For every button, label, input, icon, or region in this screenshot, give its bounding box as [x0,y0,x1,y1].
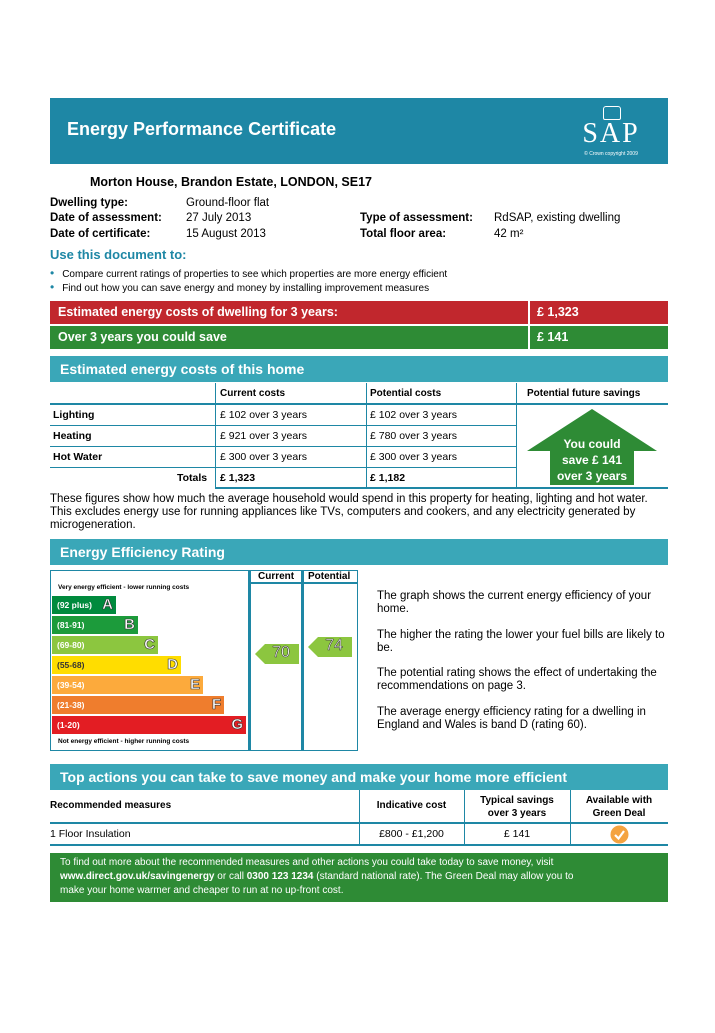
actions-section-heading: Top actions you can take to save money and make your home more efficient [50,764,668,790]
rating-band-d [52,656,181,674]
totals-label: Totals [177,472,208,484]
crown-icon [603,106,621,120]
col-indicative-cost: Indicative cost [376,800,447,811]
measure-cell: 1 Floor Insulation [50,828,131,840]
band-letter: B [124,616,135,633]
savings-cell: £ 141 [503,828,531,840]
list-item: • Compare current ratings of properties to see which properties are more energy efficient [50,266,448,280]
certificate-header [50,98,668,164]
checkmark-icon [610,825,629,844]
floor-area-label: Total floor area: [360,228,447,240]
band-letter: A [102,596,113,613]
col-recommended-measures: Recommended measures [50,800,172,811]
list-item: • Find out how you can save energy and money by installing improvement measures [50,280,430,294]
band-range: (69-80) [57,640,85,650]
actions-table [50,790,668,846]
sap-logo [570,104,652,160]
rating-band-a [52,596,116,614]
use-document-heading: Use this document to: [50,247,187,262]
divider [50,467,516,468]
band-range: (92 plus) [57,600,92,610]
table-cell: £ 102 over 3 years [220,409,307,421]
row-label: Heating [53,430,92,442]
costs-description: These figures show how much the average household would spend in this property for heating, lighting and hot water. This excludes energy use for running appliances like TVs, computers and cookers, and any electricity generated by microgeneration. [50,493,648,531]
efficiency-paragraph: The potential rating shows the effect of undertaking the recommendations on page 3. [377,667,657,692]
divider [50,403,668,405]
type-assessment-label: Type of assessment: [360,212,473,224]
rating-band-b [52,616,138,634]
bullet-icon: • [50,266,55,280]
sap-logo-text: SAP [582,118,640,149]
floor-area-value: 42 m² [494,228,524,240]
date-assessment-label: Date of assessment: [50,212,162,224]
efficiency-paragraph: The higher the rating the lower your fuel bills are likely to be. [377,629,665,654]
band-letter: C [144,636,155,653]
table-cell: £ 300 over 3 years [220,451,307,463]
date-certificate-value: 15 August 2013 [186,228,266,240]
dwelling-type-value: Ground-floor flat [186,197,270,209]
band-range: (21-38) [57,700,85,710]
property-address: Morton House, Brandon Estate, LONDON, SE17 [90,175,372,189]
bottom-note: Not energy efficient - higher running costs [58,738,190,745]
row-label: Lighting [53,409,95,421]
savings-value: £ 141 [537,330,569,344]
divider [301,570,304,751]
page-title: Energy Performance Certificate [67,119,337,139]
band-range: (1-20) [57,720,80,730]
rating-band-c [52,636,158,654]
row-label: Hot Water [53,451,103,463]
bar-divider [528,301,530,324]
savings-arrow-text: You could save £ 141 over 3 years [556,437,628,483]
table-cell: £ 921 over 3 years [220,430,307,442]
potential-rating-value: 74 [325,637,343,654]
total-current: £ 1,323 [220,472,256,484]
rating-band-f [52,696,224,714]
band-letter: D [167,656,178,673]
savings-bar [50,326,668,349]
costs-section-heading: Estimated energy costs of this home [50,356,668,382]
col-potential-costs: Potential costs [370,388,442,399]
rating-band-e [52,676,203,694]
footer-info: To find out more about the recommended measures and other actions you could take today to save money, visit www.direct.gov.uk/savingenergy or call 0300 123 1234 (standard national rate). The Green Deal may allow you to make your home warmer and cheaper to run at no up-front cost. [50,853,668,902]
col-potential-rating: Potential [308,571,351,582]
date-certificate-label: Date of certificate: [50,228,151,240]
divider [251,582,358,584]
divider [216,487,668,489]
table-cell: £ 780 over 3 years [370,430,457,442]
efficiency-section-heading: Energy Efficiency Rating [50,539,668,565]
col-current-rating: Current [258,571,295,582]
col-green-deal: Available with Green Deal [585,795,653,819]
date-assessment-value: 27 July 2013 [186,212,252,224]
total-potential: £ 1,182 [370,472,406,484]
band-range: (81-91) [57,620,85,630]
band-letter: G [231,716,243,733]
band-range: (39-54) [57,680,85,690]
bullet-icon: • [50,280,55,294]
costs-table [50,383,668,489]
cost-cell: £800 - £1,200 [379,828,444,840]
type-assessment-value: RdSAP, existing dwelling [494,212,621,224]
divider [50,446,516,447]
estimated-costs-bar [50,301,668,324]
col-typical-savings: Typical savings over 3 years [480,795,554,819]
savings-label: Over 3 years you could save [58,330,227,344]
col-potential-savings: Potential future savings [527,388,641,399]
rating-band-g [52,716,246,734]
phone-number: 0300 123 1234 [246,871,314,882]
savings-link[interactable]: www.direct.gov.uk/savingenergy [60,871,215,882]
efficiency-paragraph: The average energy efficiency rating for a dwelling in England and Wales is band D (rating 60). [377,706,646,731]
band-letter: F [211,696,221,713]
estimated-costs-value: £ 1,323 [537,305,579,319]
top-note: Very energy efficient - lower running costs [58,584,190,591]
estimated-costs-label: Estimated energy costs of dwelling for 3 years: [58,305,338,319]
bar-divider [528,326,530,349]
divider [516,383,517,489]
table-cell: £ 102 over 3 years [370,409,457,421]
divider [248,570,251,751]
logo-copyright: © Crown copyright 2009 [584,151,638,157]
band-range: (55-68) [57,660,85,670]
col-current-costs: Current costs [220,388,286,399]
table-cell: £ 300 over 3 years [370,451,457,463]
divider [366,383,367,489]
band-letter: E [189,676,200,693]
dwelling-type-label: Dwelling type: [50,197,128,209]
rating-chart [50,570,358,751]
divider [215,383,216,489]
current-rating-value: 70 [272,644,290,661]
efficiency-paragraph: The graph shows the current energy efficiency of your home. [377,590,652,615]
divider [50,425,516,426]
